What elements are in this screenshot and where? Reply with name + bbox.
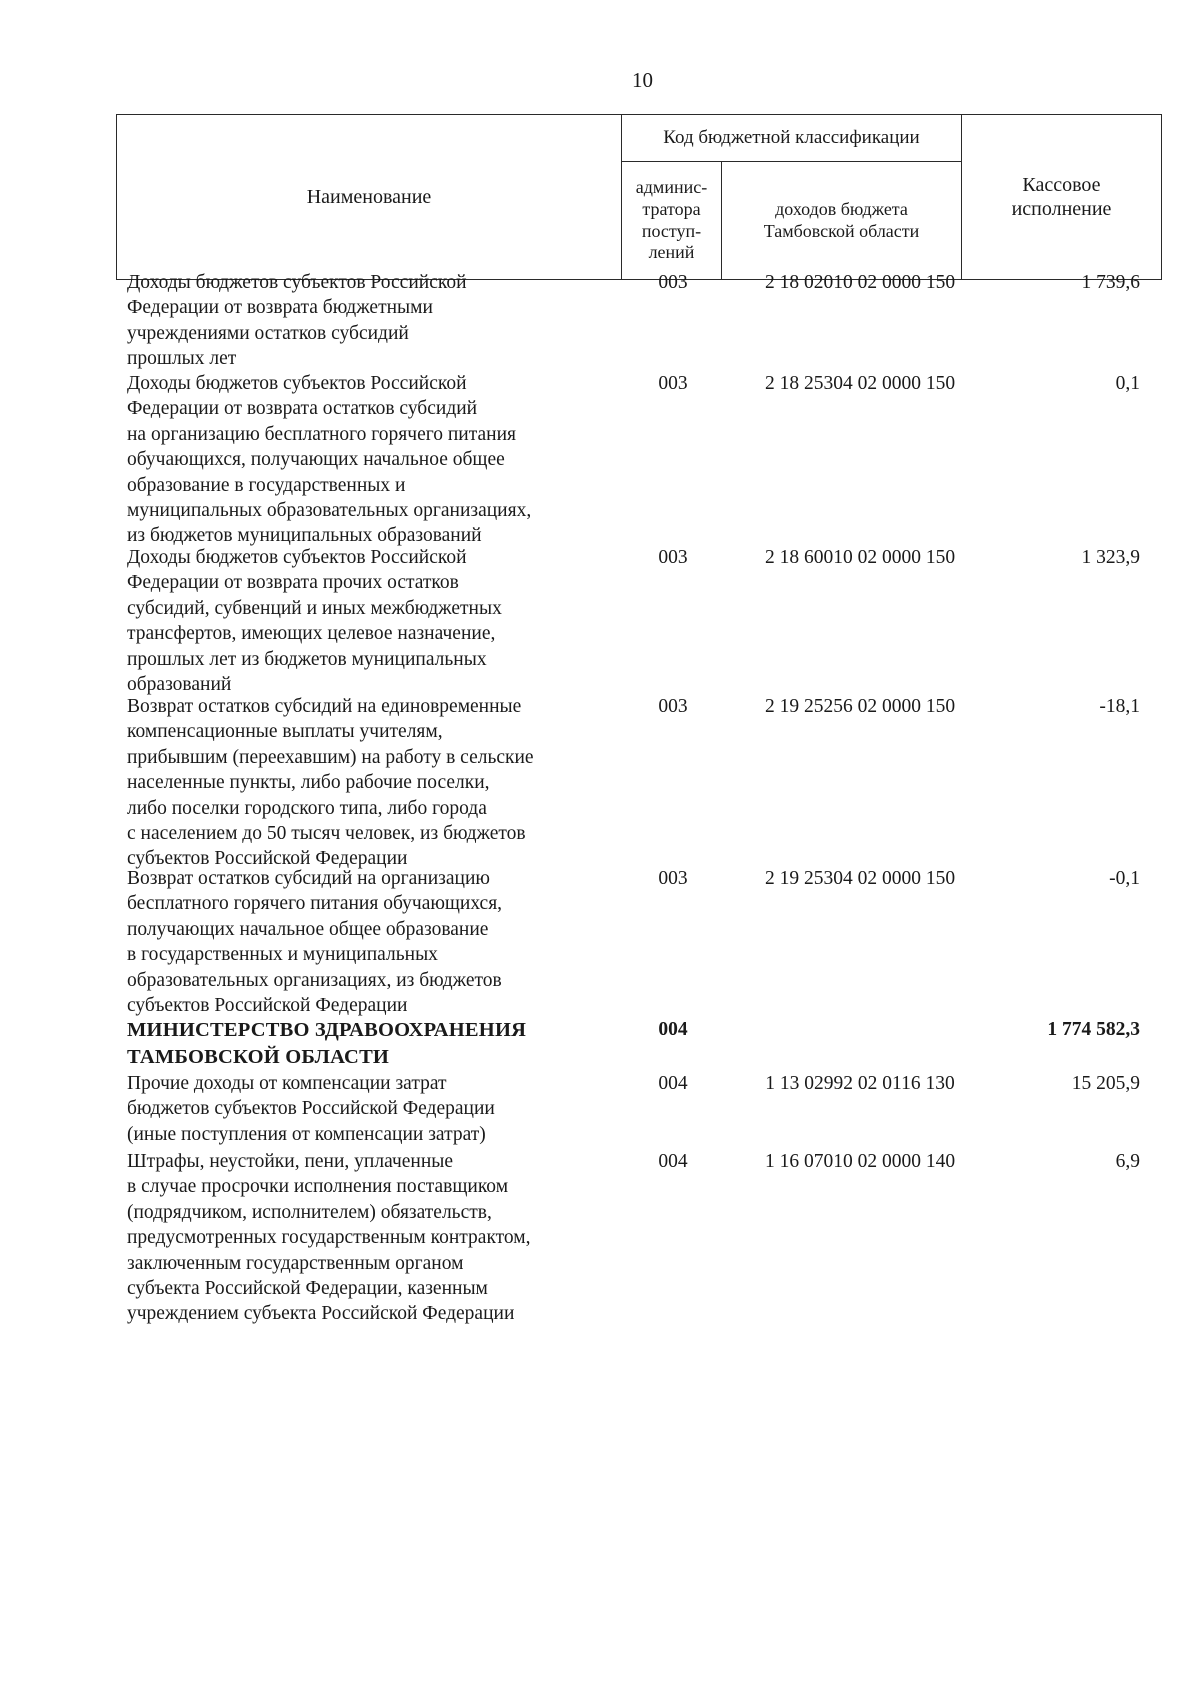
row-admin-code: 003 [658, 373, 688, 394]
row-name: Доходы бюджетов субъектов Российской Федерации от возврата остатков субсидий на организацию бесплатного горячего питания обучающихся, получающих начальное общее образование в государственных и муниципальных образовательных организациях, из бюджетов муниципальных образований [127, 373, 532, 547]
row-admin-code: 004 [658, 1019, 688, 1040]
row-amount: 0,1 [1115, 373, 1140, 394]
page-number: 10 [632, 68, 653, 92]
row-revenue-code: 2 19 25256 02 0000 150 [764, 696, 956, 717]
row-revenue-code: 2 19 25304 02 0000 150 [764, 868, 956, 889]
row-name: Прочие доходы от компенсации затрат бюджетов субъектов Российской Федерации (иные поступления от компенсации затрат) [127, 1073, 495, 1145]
row-admin-code: 003 [658, 696, 688, 717]
row-revenue-code: 2 18 25304 02 0000 150 [764, 373, 956, 394]
row-admin-code: 004 [658, 1073, 688, 1094]
row-name: Доходы бюджетов субъектов Российской Федерации от возврата бюджетными учреждениями остатков субсидий прошлых лет [127, 272, 467, 370]
row-name: Возврат остатков субсидий на единовременные компенсационные выплаты учителям, прибывшим (переехавшим) на работу в сельские населенные пункты, либо рабочие поселки, либо поселки городского типа, либо города с населением до 50 тысяч человек, из бюджетов субъектов Российской Федерации [127, 696, 534, 870]
header-code-group: Код бюджетной классификации [622, 115, 962, 162]
row-amount: -18,1 [1099, 696, 1140, 717]
row-amount: 1 774 582,3 [1047, 1019, 1140, 1040]
row-name: Возврат остатков субсидий на организацию бесплатного горячего питания обучающихся, получающих начальное общее образование в государственных и муниципальных образовательных организациях, из бюджетов субъектов Российской Федерации [127, 868, 503, 1017]
header-admin-column: админис- тратора поступ- лений [622, 162, 722, 280]
row-name: Доходы бюджетов субъектов Российской Федерации от возврата прочих остатков субсидий, субвенций и иных межбюджетных трансфертов, имеющих целевое назначение, прошлых лет из бюджетов муниципальных образований [127, 547, 502, 696]
row-amount: 1 739,6 [1081, 272, 1140, 293]
row-admin-code: 003 [658, 868, 688, 889]
row-revenue-code: 1 16 07010 02 0000 140 [764, 1151, 956, 1172]
row-admin-code: 003 [658, 547, 688, 568]
row-admin-code: 003 [658, 272, 688, 293]
row-amount: 6,9 [1115, 1151, 1140, 1172]
section-title: МИНИСТЕРСТВО ЗДРАВООХРАНЕНИЯ ТАМБОВСКОЙ ОБЛАСТИ [127, 1019, 527, 1068]
row-amount: -0,1 [1109, 868, 1140, 889]
header-revenue-column: доходов бюджета Тамбовской области [722, 162, 962, 280]
header-name-column: Наименование [117, 115, 622, 280]
row-revenue-code: 1 13 02992 02 0116 130 [765, 1073, 955, 1094]
row-name: Штрафы, неустойки, пени, уплаченные в случае просрочки исполнения поставщиком (подрядчиком, исполнителем) обязательств, предусмотренных государственным контрактом, заключенным государственным органом субъекта Российской Федерации, казенным учреждением субъекта Российской Федерации [127, 1151, 531, 1325]
row-amount: 15 205,9 [1071, 1073, 1140, 1094]
row-revenue-code: 2 18 02010 02 0000 150 [764, 272, 956, 293]
row-amount: 1 323,9 [1081, 547, 1140, 568]
header-execution-column: Кассовое исполнение [962, 115, 1162, 280]
row-revenue-code: 2 18 60010 02 0000 150 [764, 547, 956, 568]
row-admin-code: 004 [658, 1151, 688, 1172]
